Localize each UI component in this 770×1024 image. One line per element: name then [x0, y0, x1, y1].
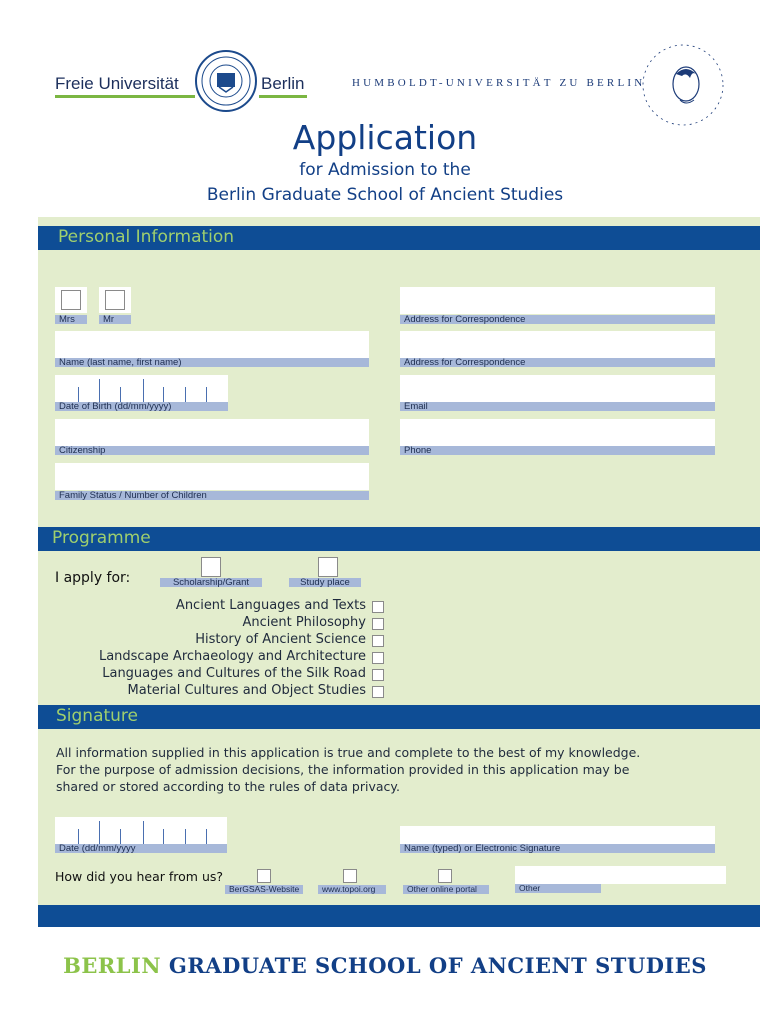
fu-name-left: Freie Universität	[55, 74, 179, 93]
address1-label: Address for Correspondence	[400, 315, 715, 324]
signature-panel	[38, 705, 760, 927]
personal-heading: Personal Information	[58, 227, 235, 247]
option-checkbox-1[interactable]	[372, 601, 384, 613]
fu-underline-left	[55, 95, 195, 98]
source-label-2: www.topoi.org	[318, 885, 386, 894]
programme-heading: Programme	[52, 528, 151, 548]
study-place-label: Study place	[289, 578, 361, 587]
mr-checkbox[interactable]	[105, 290, 125, 310]
email-field[interactable]	[400, 375, 715, 402]
source-checkbox-3[interactable]	[438, 869, 452, 883]
signature-name-label: Name (typed) or Electronic Signature	[400, 844, 715, 853]
hu-name: HUMBOLDT-UNIVERSITÄT ZU BERLIN	[352, 77, 646, 89]
option-landscape-archaeology: Landscape Archaeology and Architecture	[98, 649, 366, 664]
option-ancient-languages: Ancient Languages and Texts	[175, 598, 366, 613]
personal-band	[38, 226, 760, 250]
footer-title	[0, 953, 770, 978]
option-history-science: History of Ancient Science	[195, 632, 366, 647]
option-checkbox-2[interactable]	[372, 618, 384, 630]
page-subtitle-2: Berlin Graduate School of Ancient Studies	[206, 185, 564, 205]
signature-text-3: shared or stored according to the rules of data privacy.	[56, 779, 400, 794]
option-ancient-philosophy: Ancient Philosophy	[242, 615, 366, 630]
option-checkbox-4[interactable]	[372, 652, 384, 664]
family-field[interactable]	[55, 463, 369, 490]
name-label: Name (last name, first name)	[55, 358, 369, 367]
email-label: Email	[400, 402, 715, 411]
fu-seal-icon	[195, 50, 257, 112]
bottom-band	[38, 905, 760, 927]
date-field[interactable]	[55, 817, 227, 844]
signature-band	[38, 705, 760, 729]
address2-label: Address for Correspondence	[400, 358, 715, 367]
signature-heading: Signature	[56, 706, 139, 726]
page-title: Application	[292, 118, 478, 157]
option-material-cultures: Material Cultures and Object Studies	[127, 683, 366, 698]
signature-name-field[interactable]	[400, 826, 715, 844]
option-checkbox-6[interactable]	[372, 686, 384, 698]
dob-field[interactable]	[55, 375, 228, 402]
signature-text-2: For the purpose of admission decisions, the information provided in this application may be	[56, 762, 630, 777]
citizenship-field[interactable]	[55, 419, 369, 446]
page-subtitle-1: for Admission to the	[299, 160, 471, 180]
apply-for-label: I apply for:	[55, 570, 131, 586]
citizenship-label: Citizenship	[55, 446, 369, 455]
source-label-3: Other online portal	[403, 885, 489, 894]
mr-label: Mr	[99, 315, 131, 324]
mrs-checkbox[interactable]	[61, 290, 81, 310]
source-checkbox-1[interactable]	[257, 869, 271, 883]
hu-seal-icon	[640, 42, 726, 128]
scholarship-label: Scholarship/Grant	[160, 578, 262, 587]
name-field[interactable]	[55, 331, 369, 358]
family-label: Family Status / Number of Children	[55, 491, 369, 500]
option-checkbox-5[interactable]	[372, 669, 384, 681]
scholarship-checkbox[interactable]	[201, 557, 221, 577]
footer-word-berlin: BERLIN	[63, 953, 162, 978]
dob-label: Date of Birth (dd/mm/yyyy)	[55, 402, 228, 411]
address1-field[interactable]	[400, 287, 715, 314]
fu-name-right: Berlin	[261, 74, 305, 93]
signature-text-1: All information supplied in this application is true and complete to the best of my knowledge.	[56, 745, 641, 760]
phone-label: Phone	[400, 446, 715, 455]
option-checkbox-3[interactable]	[372, 635, 384, 647]
programme-options	[60, 598, 366, 702]
date-label: Date (dd/mm/yyyy	[55, 844, 227, 853]
fu-underline-right	[259, 95, 307, 98]
source-label-1: BerGSAS-Website	[225, 885, 303, 894]
study-place-checkbox[interactable]	[318, 557, 338, 577]
source-checkbox-2[interactable]	[343, 869, 357, 883]
footer-school-name: GRADUATE SCHOOL OF ANCIENT STUDIES	[168, 953, 707, 978]
other-field[interactable]	[515, 866, 726, 884]
hear-question: How did you hear from us?	[55, 869, 224, 884]
programme-band	[38, 527, 760, 551]
mrs-label: Mrs	[55, 315, 87, 324]
other-label: Other	[515, 884, 601, 893]
option-silk-road: Languages and Cultures of the Silk Road	[102, 666, 366, 681]
address2-field[interactable]	[400, 331, 715, 358]
phone-field[interactable]	[400, 419, 715, 446]
